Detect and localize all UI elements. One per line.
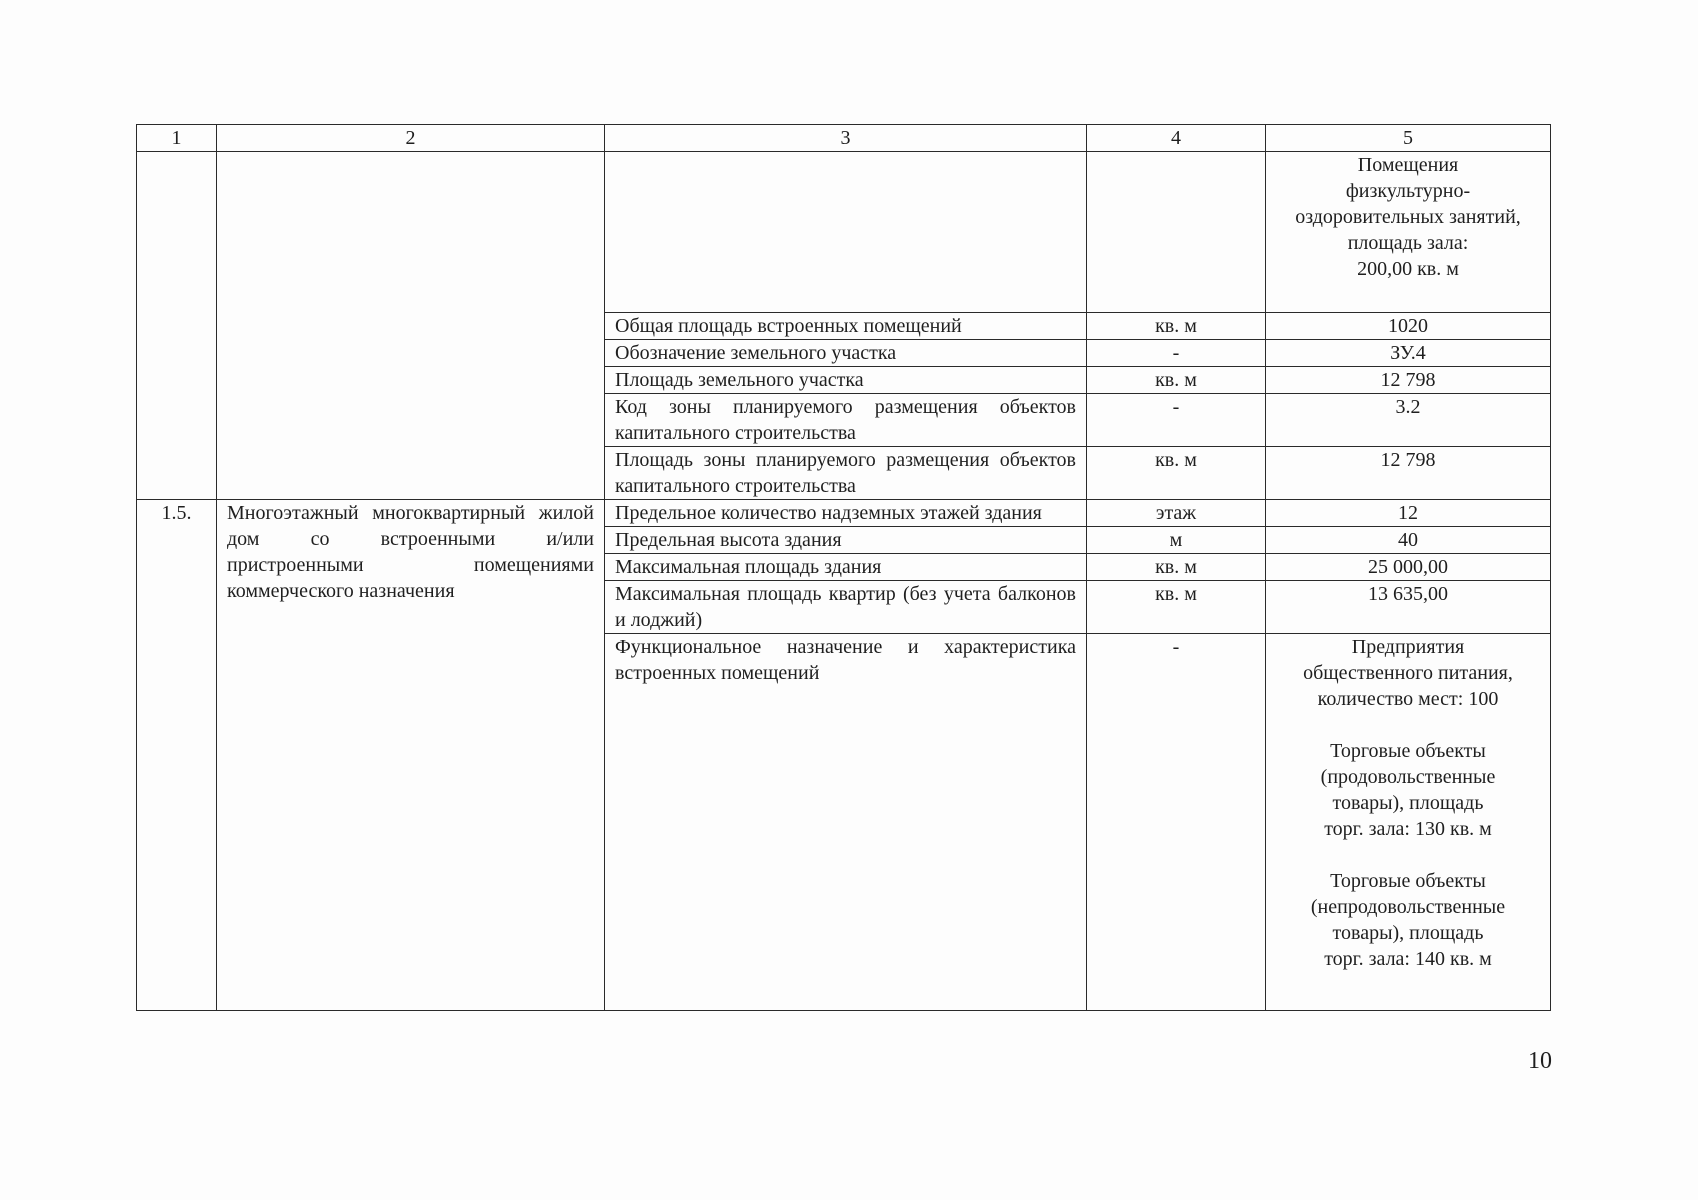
param-cell-empty <box>605 152 1087 313</box>
value-cell: 25 000,00 <box>1266 554 1551 581</box>
premises-food-retail: Торговые объекты (продовольственные товары), площадь торг. зала: 130 кв. м <box>1320 740 1496 840</box>
value-cell: 3.2 <box>1266 394 1551 447</box>
value-cell: 1020 <box>1266 313 1551 340</box>
parameters-table <box>136 124 1551 1011</box>
unit-cell: кв. м <box>1087 313 1266 340</box>
param-cell: Предельная высота здания <box>605 527 1087 554</box>
unit-cell: этаж <box>1087 500 1266 527</box>
value-cell-sport-premises: Помещения физкультурно- оздоровительных занятий, площадь зала: 200,00 кв. м <box>1266 152 1551 313</box>
header-cell-1: 1 <box>137 125 217 152</box>
item-number: 1.5. <box>137 500 217 1011</box>
unit-cell: - <box>1087 634 1266 1011</box>
object-name-cell-empty <box>217 152 605 500</box>
param-cell: Максимальная площадь здания <box>605 554 1087 581</box>
unit-cell: кв. м <box>1087 367 1266 394</box>
param-cell: Функциональное назначение и характеристика встроенных помещений <box>605 634 1087 1011</box>
header-cell-4: 4 <box>1087 125 1266 152</box>
param-cell: Общая площадь встроенных помещений <box>605 313 1087 340</box>
value-cell: ЗУ.4 <box>1266 340 1551 367</box>
unit-cell: - <box>1087 340 1266 367</box>
header-cell-5: 5 <box>1266 125 1551 152</box>
param-cell: Площадь земельного участка <box>605 367 1087 394</box>
param-cell: Предельное количество надземных этажей здания <box>605 500 1087 527</box>
header-row <box>137 125 1551 152</box>
premises-catering: Предприятия общественного питания, количество мест: 100 <box>1303 636 1513 710</box>
param-cell: Площадь зоны планируемого размещения объектов капитального строительства <box>605 447 1087 500</box>
value-cell: 12 <box>1266 500 1551 527</box>
unit-cell: - <box>1087 394 1266 447</box>
number-cell-empty <box>137 152 217 500</box>
table-row <box>137 500 1551 527</box>
value-cell: 40 <box>1266 527 1551 554</box>
page-number: 10 <box>1528 1048 1552 1074</box>
premises-nonfood-retail: Торговые объекты (непродовольственные товары), площадь торг. зала: 140 кв. м <box>1310 870 1506 970</box>
table-row <box>137 152 1551 313</box>
unit-cell: м <box>1087 527 1266 554</box>
value-cell: 12 798 <box>1266 367 1551 394</box>
unit-cell-empty <box>1087 152 1266 313</box>
header-cell-3: 3 <box>605 125 1087 152</box>
header-cell-2: 2 <box>217 125 605 152</box>
value-cell: 12 798 <box>1266 447 1551 500</box>
unit-cell: кв. м <box>1087 554 1266 581</box>
value-cell: 13 635,00 <box>1266 581 1551 634</box>
unit-cell: кв. м <box>1087 581 1266 634</box>
param-cell: Код зоны планируемого размещения объектов капитального строительства <box>605 394 1087 447</box>
param-cell: Максимальная площадь квартир (без учета балконов и лоджий) <box>605 581 1087 634</box>
object-name: Многоэтажный многоквартирный жилой дом со встроенными и/или пристроенными помещениями коммерческого назначения <box>217 500 605 1011</box>
value-cell-premises-list <box>1266 634 1551 1011</box>
param-cell: Обозначение земельного участка <box>605 340 1087 367</box>
unit-cell: кв. м <box>1087 447 1266 500</box>
